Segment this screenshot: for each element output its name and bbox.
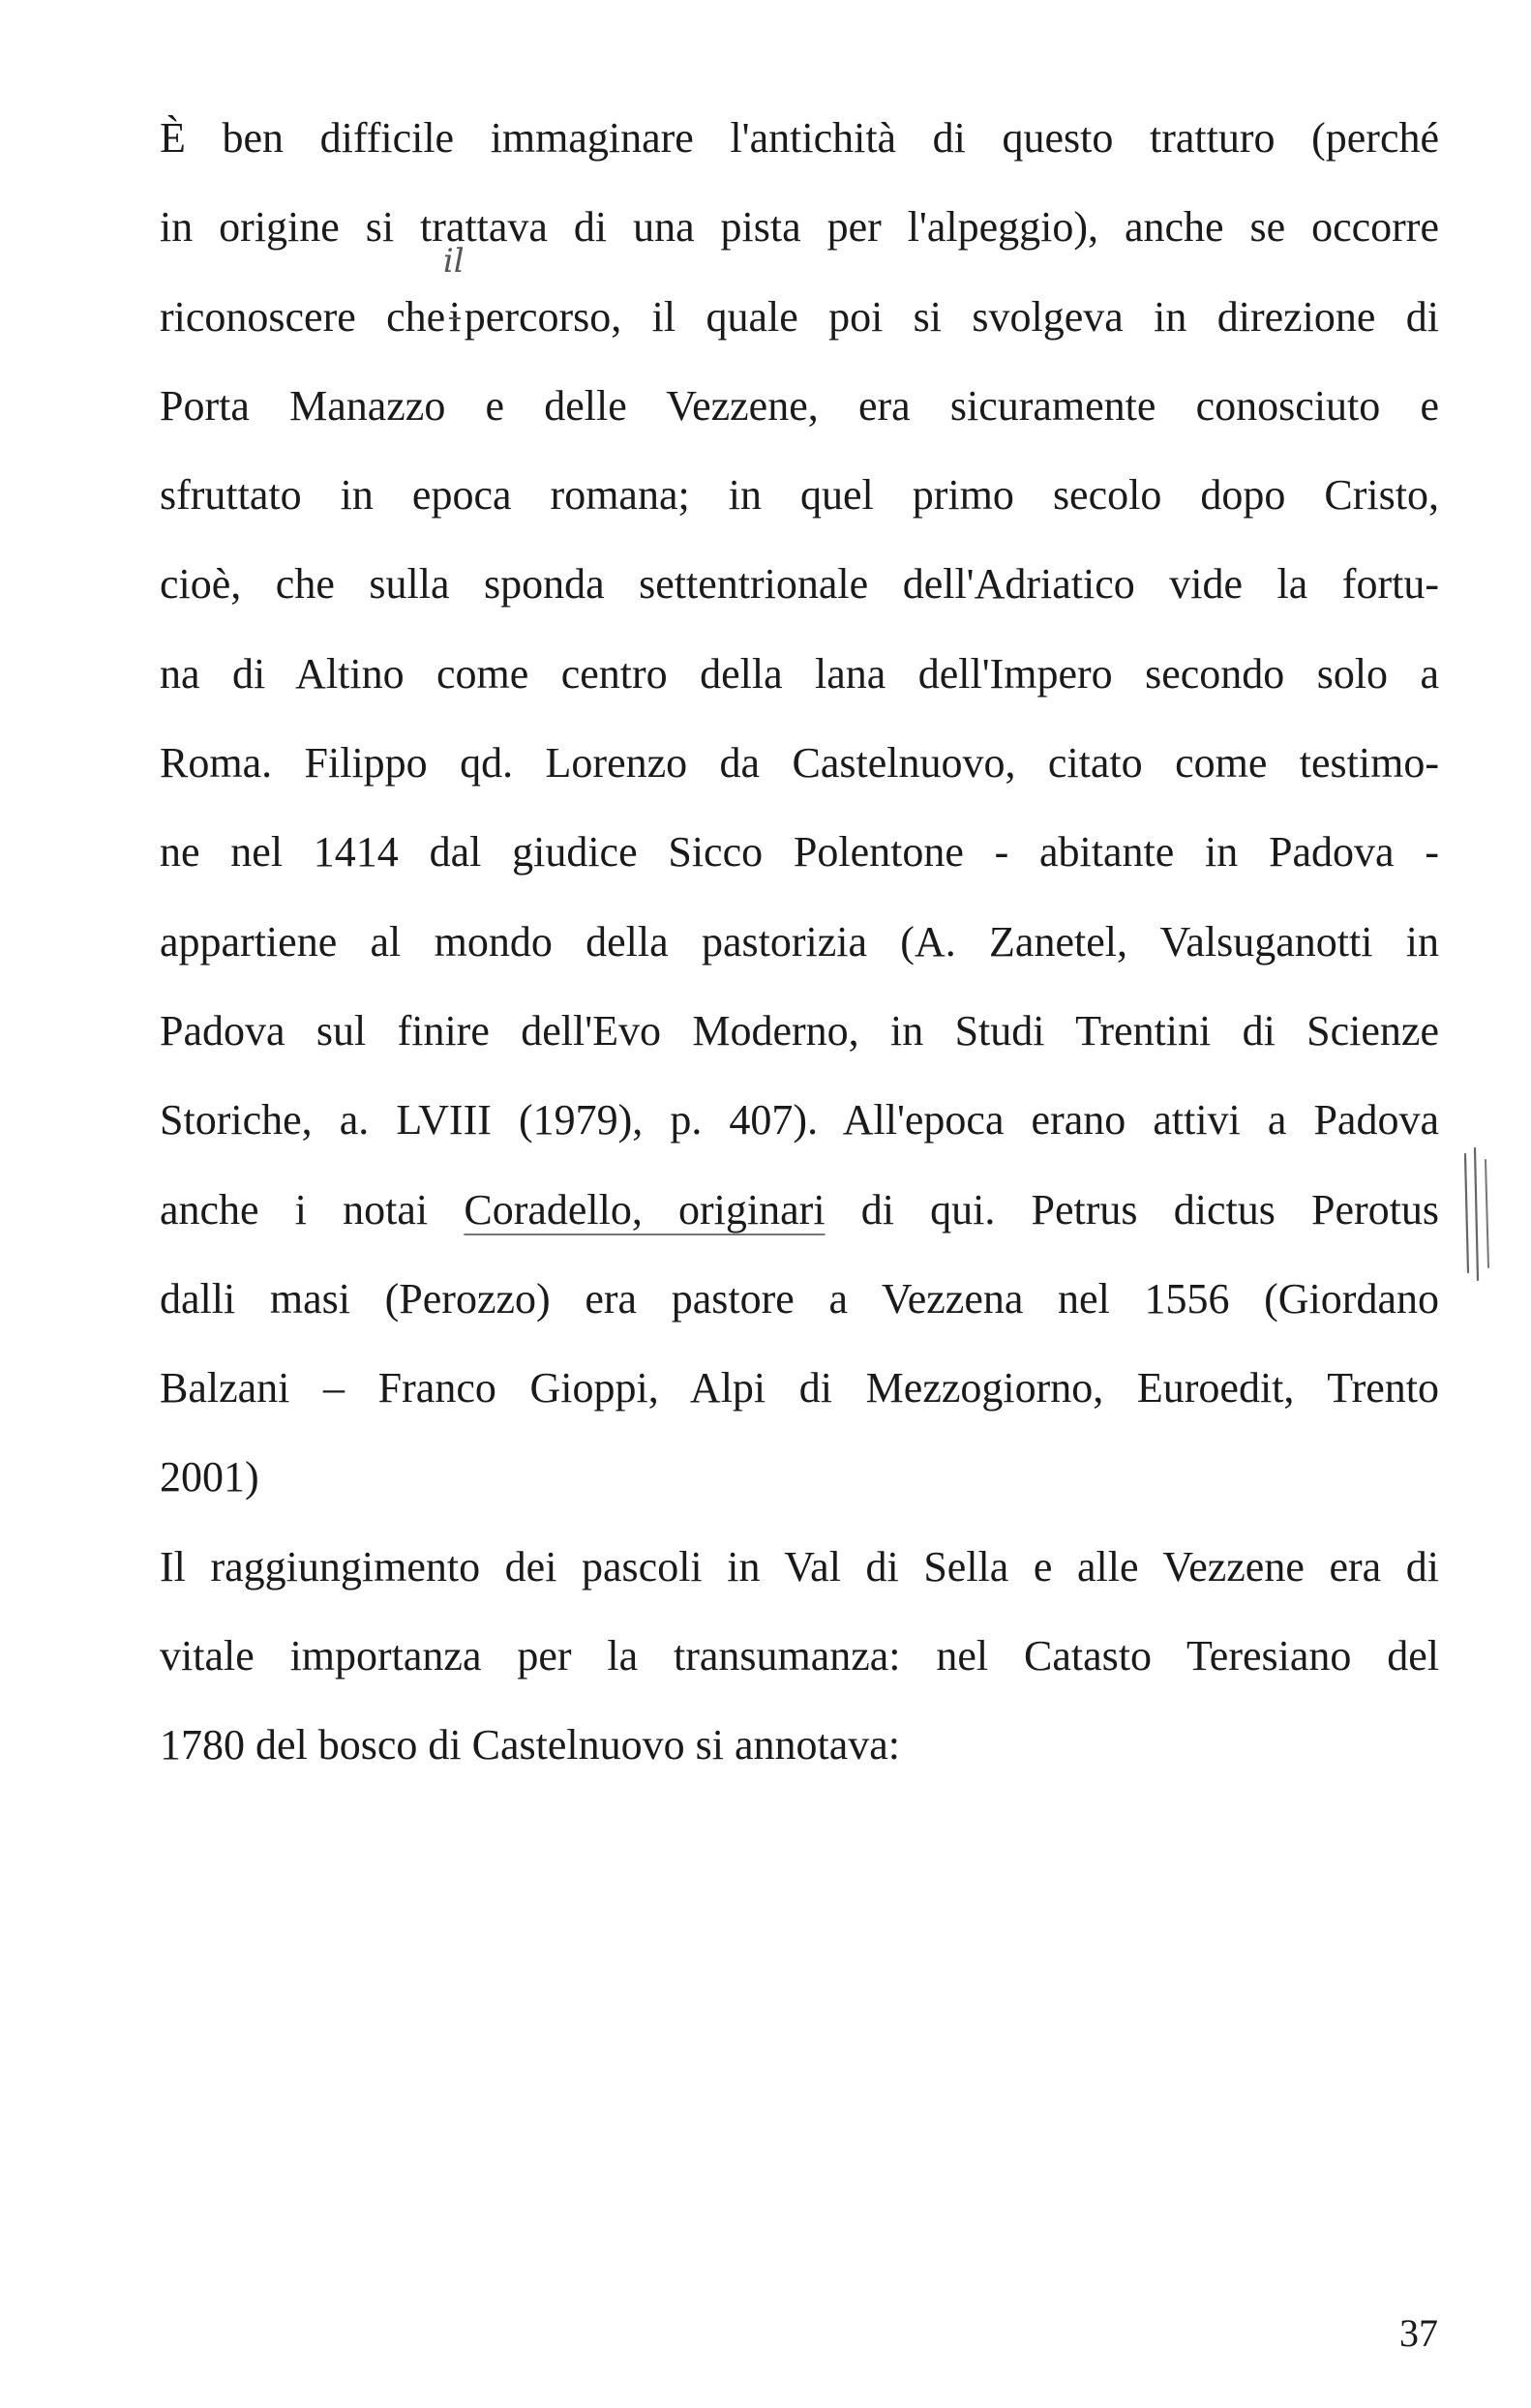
text-line: sfruttato in epoca romana; in quel primo secolo dopo Cristo, xyxy=(160,471,1439,520)
line-segment: di qui. Petrus dictus Perotus xyxy=(860,1185,1440,1234)
text-line-with-underline xyxy=(160,1176,1439,1265)
handwritten-correction xyxy=(442,241,465,351)
text-line-with-correction xyxy=(160,241,1439,372)
margin-pencil-marks xyxy=(1459,1146,1498,1282)
text-line: Balzani – Franco Gioppi, Alpi di Mezzogiorno, Euroedit, Trento xyxy=(160,1364,1439,1412)
text-line: È ben difficile immaginare l'antichità di questo tratturo (perché xyxy=(160,114,1439,162)
line-segment: percorso, il quale poi si svolgeva in direzione di xyxy=(464,292,1439,341)
text-line: in origine si trattava di una pista per l'alpeggio), anche se occorre xyxy=(160,203,1439,252)
text-line: ne nel 1414 dal giudice Sicco Polentone - abitante in Padova - xyxy=(160,828,1439,877)
text-line: appartiene al mondo della pastorizia (A. Zanetel, Valsuganotti in xyxy=(160,917,1439,966)
text-line: cioè, che sulla sponda settentrionale dell'Adriatico vide la fortu- xyxy=(160,560,1439,609)
text-line: Padova sul finire dell'Evo Moderno, in Studi Trentini di Scienze xyxy=(160,1006,1439,1055)
text-line: 1780 del bosco di Castelnuovo si annotava: xyxy=(160,1721,900,1769)
text-line: 2001) xyxy=(160,1453,259,1501)
handwritten-insertion: il xyxy=(442,241,465,281)
text-line: Porta Manazzo e delle Vezzene, era sicuramente conosciuto e xyxy=(160,381,1439,430)
body-text xyxy=(160,104,1439,1801)
text-line: Storiche, a. LVIII (1979), p. 407). All'epoca erano attivi a Padova xyxy=(160,1096,1439,1145)
text-line: Roma. Filippo qd. Lorenzo da Castelnuovo, citato come testimo- xyxy=(160,739,1439,788)
text-line: dalli masi (Perozzo) era pastore a Vezzena nel 1556 (Giordano xyxy=(160,1274,1439,1323)
struck-word: i xyxy=(448,292,462,341)
text-line: Il raggiungimento dei pascoli in Val di Sella e alle Vezzene era di xyxy=(160,1542,1439,1590)
pencil-underlined-text: Coradello, originari xyxy=(464,1185,826,1234)
line-segment: riconoscere che xyxy=(160,292,446,341)
text-line: vitale importanza per la transumanza: nel Catasto Teresiano del xyxy=(160,1632,1439,1680)
text-line: na di Altino come centro della lana dell'Impero secondo solo a xyxy=(160,649,1439,698)
page-number: 37 xyxy=(1399,2311,1438,2355)
line-segment: anche i notai xyxy=(160,1185,429,1234)
